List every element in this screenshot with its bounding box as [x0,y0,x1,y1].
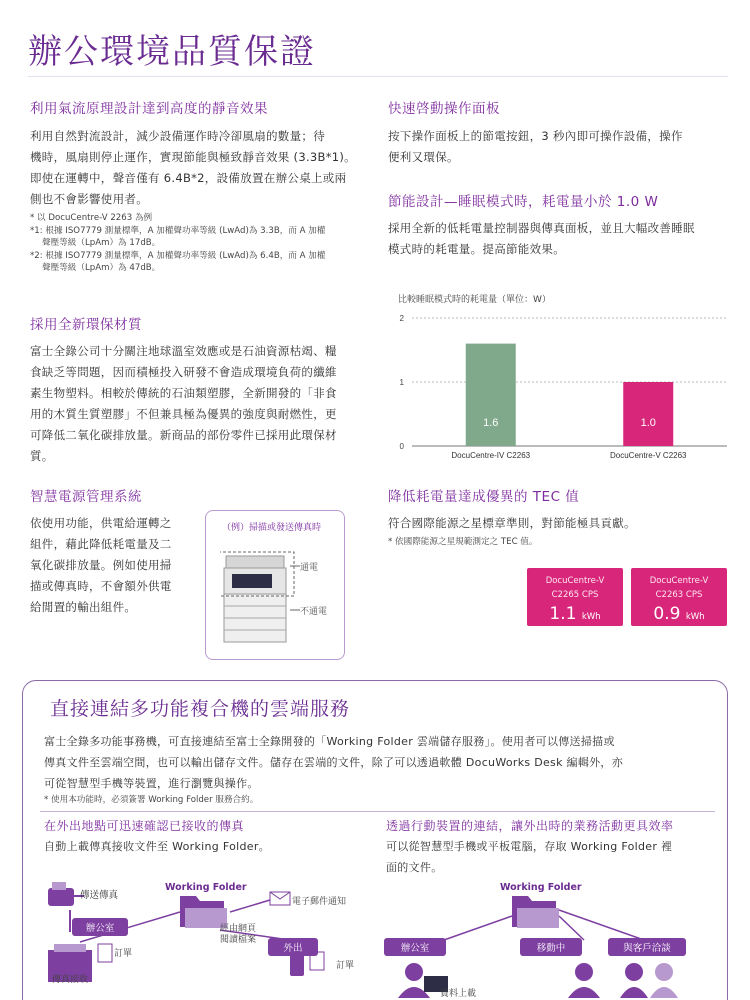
chart-category-label: DocuCentre-V C2263 [610,451,687,460]
tec-unit: kWh [685,612,705,622]
material-heading: 採用全新環保材質 [30,317,142,333]
power-line: 組件，藉此降低耗電量及二 [30,537,172,551]
quickstart-line: 按下操作面板上的節電按鈕，3 秒內即可操作設備，操作 [388,129,683,143]
sleep-body [388,218,733,260]
material-line: 可降低二氧化碳排放量。新商品的部份零件已採用此環保材 [30,428,337,442]
title-divider [28,76,728,77]
material-line: 富士全錄公司十分關注地球溫室效應或是石油資源枯竭、糧 [30,344,337,358]
chart-bar [623,382,673,446]
quiet-line: 側也不會影響使用者。 [30,192,148,206]
powered-label: 通電 [300,563,319,573]
chart-value-label: 1.6 [483,417,499,429]
cloud-left-line: 自動上載傳真接收文件至 Working Folder。 [44,840,270,853]
material-body [30,341,375,467]
tec-box-value [631,602,727,627]
office-tag-right: 辦公室 [384,938,446,956]
material-line: 食缺乏等問題，因而積極投入研發不會造成環境負荷的纖維 [30,365,337,379]
tec-box-c2265 [527,568,623,626]
cloud-heading: 直接連結多功能複合機的雲端服務 [50,698,351,720]
sleep-line: 模式時的耗電量。提高節能效果。 [388,242,565,256]
quickstart-body [388,126,733,168]
cloud-right-line: 面的文件。 [386,861,443,874]
material-line: 用的木質生質塑膠」不但兼具極為優異的強度與耐燃性，更 [30,407,337,421]
tec-note: * 依國際能源之星規範測定之 TEC 值。 [388,537,538,547]
chart-title: 比較睡眠模式時的耗電量（單位：W） [398,295,551,305]
fax-receive-label: 傳真接收 [52,975,89,985]
quiet-note: 聲壓等級（LpAm）為 47dB。 [42,263,161,273]
working-folder-label: Working Folder [165,882,247,893]
quickstart-line: 便利又環保。 [388,150,459,164]
quiet-notes [30,212,370,275]
power-line: 描或傳真時，不會額外供電 [30,579,172,593]
tec-unit: kWh [581,612,601,622]
unpowered-label: 不通電 [300,607,328,617]
browse-line: 閱讀檔案 [220,935,257,945]
tec-line: 符合國際能源之星標章準則，對節能極具貢獻。 [388,516,636,530]
fax-icon [48,882,74,906]
sleep-power-chart [392,308,737,468]
chart-ytick-label: 0 [399,442,404,451]
sleep-heading: 節能設計—睡眠模式時，耗電量小於 1.0 W [388,194,659,210]
sleep-line: 採用全新的低耗電量控制器與傳真面板，並且大幅改善睡眠 [388,221,695,235]
folder-icon [512,896,559,928]
quiet-note: * 以 DocuCentre-V 2263 為例 [30,213,153,223]
power-line: 依使用功能，供電給運轉之 [30,516,172,530]
working-folder-label-right: Working Folder [500,882,582,893]
tec-box-c2263 [631,568,727,626]
out-tag: 外出 [268,938,318,956]
power-line: 給閒置的輸出組件。 [30,600,137,614]
tec-box-line1: DocuCentre-V [649,576,709,586]
power-heading: 智慧電源管理系統 [30,489,142,505]
quiet-note: 聲壓等級（LpAm）為 17dB。 [42,238,161,248]
tec-box-value [527,602,623,627]
power-body [30,513,200,618]
cloud-right-heading: 透過行動裝置的連結，讓外出時的業務活動更具效率 [386,819,674,833]
cloud-line: 可從智慧型手機等裝置，進行瀏覽與操作。 [44,777,259,790]
material-line: 素生物塑料。相較於傳統的石油類塑膠，全新開發的「非食 [30,386,337,400]
cloud-note: * 使用本功能時，必須簽署 Working Folder 服務合約。 [44,795,259,805]
cloud-right-line: 可以從智慧型手機或平板電腦，存取 Working Folder 裡 [386,840,673,853]
order-label-right: 訂單 [336,961,355,971]
chart-category-label: DocuCentre-IV C2263 [451,451,531,460]
quiet-note: *2: 根據 ISO7779 測量標準，A 加權聲功率等級 (LwAd)為 6.4B，而 A 加權 [30,250,326,261]
quiet-line: 機時，風扇則停止運作，實現節能與極致靜音效果 (3.3B*1)。 [30,150,356,164]
mobile-tag: 移動中 [520,938,582,956]
tec-box-line2: C2263 CPS [655,590,703,600]
tec-heading: 降低耗電量達成優異的 TEC 值 [388,489,580,505]
chart-ytick-label: 2 [399,314,404,323]
cloud-line: 傳真文件至雲端空間，也可以輸出儲存文件。儲存在雲端的文件，除了可以透過軟體 DocuWorks Desk 編輯外，亦 [44,756,624,769]
email-notice-label: 電子郵件通知 [292,897,347,907]
power-line: 氧化碳排放量。例如使用掃 [30,558,172,572]
cloud-left-heading: 在外出地點可迅速確認已接收的傳真 [44,819,245,833]
browse-line: 經由網頁 [220,924,257,934]
quiet-line: 即使在運轉中，聲音僅有 6.4B*2，設備放置在辦公桌上或兩 [30,171,347,185]
printer-illustration [220,548,340,658]
page-title: 辦公環境品質保證 [28,32,316,72]
cloud-body [44,731,724,794]
cloud-line: 富士全錄多功能事務機，可直接連結至富士全錄開發的「Working Folder 雲端儲存服務」。使用者可以傳送掃描或 [44,735,615,748]
material-line: 質。 [30,449,54,463]
upload-label: 資料上載 [440,989,477,999]
quiet-line: 利用自然對流設計，減少設備運作時冷卻風扇的數量；待 [30,129,325,143]
quickstart-heading: 快速啓動操作面板 [388,101,500,117]
browse-label [220,924,256,946]
tec-box-line2: C2265 CPS [551,590,599,600]
office-tag: 辦公室 [72,918,128,936]
client-tag: 與客戶洽談 [608,938,686,956]
chart-value-label: 1.0 [640,417,656,429]
chart-ytick-label: 1 [399,378,404,387]
power-example-label: （例）掃描或發送傳真時 [222,523,322,533]
quiet-body [30,126,370,210]
quiet-heading: 利用氣流原理設計達到高度的靜音效果 [30,101,268,117]
quiet-note: *1: 根據 ISO7779 測量標準，A 加權聲功率等級 (LwAd)為 3.3B，而 A 加權 [30,225,326,236]
tec-box-line1: DocuCentre-V [545,576,605,586]
tec-value: 1.1 [549,604,577,624]
cloud-divider [40,811,715,812]
chart-bar [466,344,516,446]
send-fax-label: 傳送傳真 [80,890,119,901]
cloud-right-body [386,836,716,878]
tec-value: 0.9 [653,604,681,624]
order-label-left: 訂單 [114,949,133,959]
